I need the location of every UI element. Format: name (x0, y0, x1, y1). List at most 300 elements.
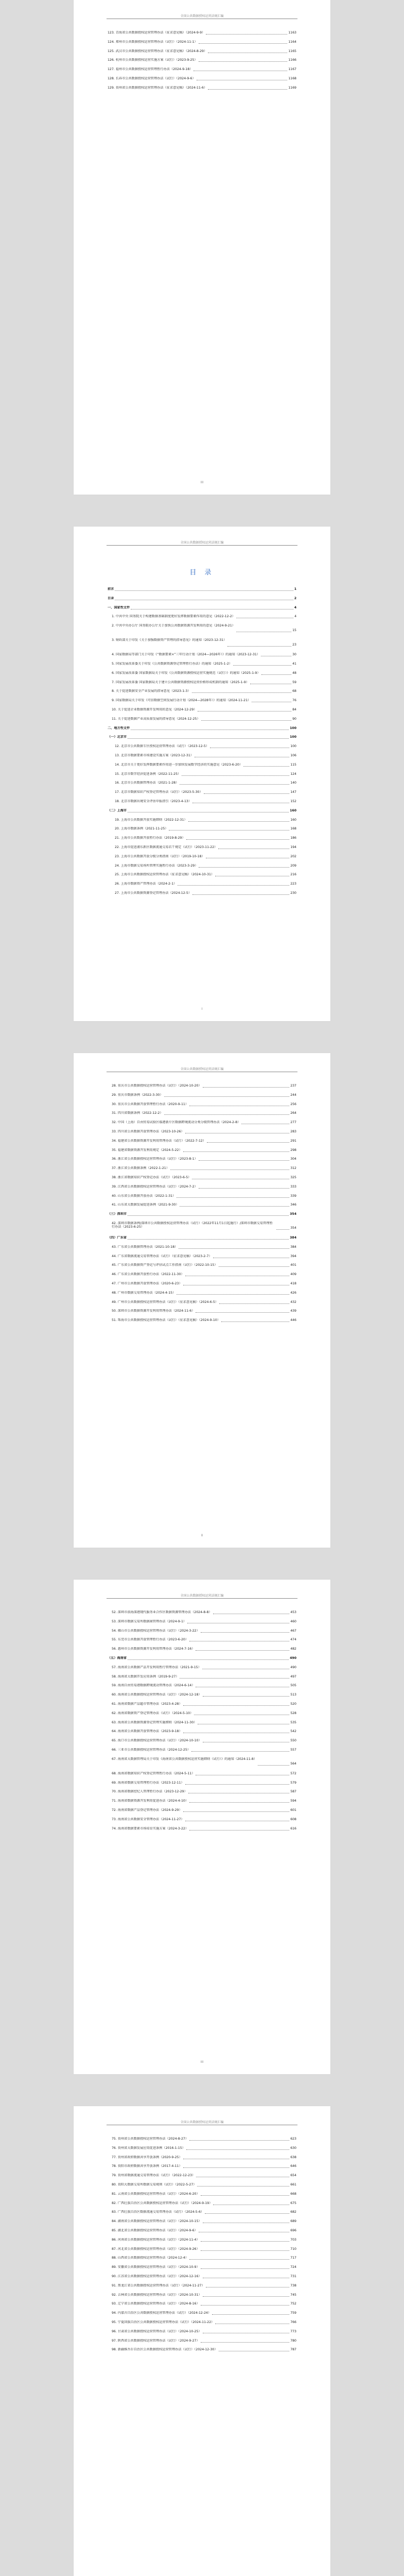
toc-entry[interactable] (108, 2183, 296, 2192)
dot-leader (212, 2311, 289, 2315)
toc-page-number: 160 (290, 808, 296, 812)
dot-leader (201, 2302, 290, 2306)
toc-page-number: 100 (290, 744, 296, 749)
toc-page-number: 550 (290, 1739, 296, 1743)
toc-entry[interactable] (108, 1647, 296, 1656)
toc-page-number: 115 (290, 762, 296, 767)
dot-leader (203, 2330, 290, 2333)
toc-entry[interactable] (108, 606, 296, 615)
toc-entry[interactable] (108, 1222, 296, 1236)
toc-entry[interactable] (108, 1781, 296, 1790)
dot-leader (203, 1739, 290, 1742)
toc-entry[interactable] (108, 717, 296, 726)
dot-leader (241, 1121, 289, 1124)
dot-leader (180, 1675, 289, 1679)
toc-page-number: 291 (290, 1139, 296, 1143)
toc-entry[interactable] (108, 809, 296, 818)
toc-entry[interactable] (108, 77, 296, 86)
toc-entry-title: 39. 江西省公共数据授权运营管理办法（试行）（2024-7-2） (112, 1184, 198, 1189)
toc-entry[interactable] (108, 726, 296, 736)
dot-leader (204, 790, 290, 794)
toc-entry[interactable] (108, 1818, 296, 1827)
toc-entry[interactable] (108, 1684, 296, 1693)
dot-leader (215, 2320, 289, 2324)
toc-entry-title: 73. 海南省公共数据安全管理办法（2024-11-27） (112, 1817, 184, 1821)
toc-entry-title: 69. 海南省数据交易管理暂行办法（2023-12-11） (112, 1781, 184, 1785)
toc-entry[interactable] (108, 1121, 296, 1130)
toc-entry[interactable] (108, 818, 296, 827)
dot-leader (219, 2348, 290, 2351)
toc-entry[interactable] (108, 40, 296, 49)
toc-entry[interactable] (108, 638, 296, 653)
toc-entry-title: 78. 贵阳市政府数据共享开放条例（2017-4-11） (112, 2164, 182, 2168)
toc-page-number: 237 (290, 1084, 296, 1088)
toc-entry-title: 61. 海南省数据产品超市管理办法（2023-4-28） (112, 1702, 182, 1706)
dot-leader (170, 1166, 289, 1170)
toc-entry[interactable] (108, 2330, 296, 2339)
toc-page-number: 460 (290, 1619, 296, 1623)
toc-page-number: 717 (290, 2256, 296, 2260)
toc-page-number: 59 (292, 680, 296, 684)
toc-entry[interactable] (108, 2229, 296, 2238)
toc-entry-title: 82. 广西壮族自治区公共数据授权运营管理办法（试行）（2024-9-19） (112, 2201, 213, 2205)
dot-leader (194, 1711, 289, 1715)
dot-leader (199, 40, 288, 44)
toc-entry[interactable] (108, 1611, 296, 1620)
toc-page-number: 1163 (288, 31, 296, 35)
page-header: 全国公共数据授权运营法规汇编 (180, 1594, 224, 1598)
toc-page-number: 100 (290, 726, 296, 730)
toc-entry[interactable] (108, 615, 296, 624)
dot-leader (164, 1093, 290, 1097)
toc-list (108, 587, 296, 901)
toc-page-number: 48 (292, 671, 296, 675)
dot-leader (180, 781, 289, 785)
toc-entry-title: 42. 深圳市数据条例/深圳市公共数据授权运营管理办法（试行）（2022年11月1日起施行）/深圳市数据交易管理暂行办法（2023-6-25） (112, 1221, 273, 1229)
toc-entry-title: 52. 深圳市前海深港现代服务业合作区数据资源管理办法（2024-8-8） (112, 1611, 212, 1614)
toc-entry[interactable] (108, 1620, 296, 1629)
toc-entry[interactable] (108, 1721, 296, 1730)
toc-page-number: 528 (290, 1711, 296, 1715)
dot-leader (199, 1185, 289, 1189)
toc-entry[interactable] (108, 873, 296, 882)
dot-leader (189, 1799, 289, 1803)
toc-page-number: 124 (290, 772, 296, 776)
dot-leader (197, 77, 288, 80)
header-divider (107, 1598, 297, 1599)
document-page (74, 1580, 330, 2074)
toc-entry[interactable] (108, 1157, 296, 1166)
toc-entry[interactable] (108, 1111, 296, 1121)
toc-entry[interactable] (108, 1103, 296, 1112)
toc-page-number: 140 (290, 781, 296, 785)
toc-page-number: 579 (290, 1781, 296, 1785)
toc-page-number: 453 (290, 1611, 296, 1614)
toc-page-number: 230 (290, 891, 296, 895)
toc-entry-title: 127. 福州市公共数据授权运营管理暂行办法（2024-9-18） (108, 67, 193, 72)
toc-entry[interactable] (108, 587, 296, 597)
toc-page-number: 100 (290, 735, 296, 739)
dot-leader (243, 763, 289, 767)
toc-page-number: 333 (290, 1184, 296, 1189)
dot-leader (183, 1730, 290, 1733)
toc-entry-title: 10. 关于促进企业数据资源开发利用的意见（2024-12-29） (112, 707, 197, 711)
toc-entry[interactable] (108, 662, 296, 671)
toc-entry[interactable] (108, 2210, 296, 2219)
toc-entry-title: 28. 重庆市公共数据授权运营管理办法（试行）（2024-10-20） (112, 1084, 202, 1088)
toc-entry-title: 94. 内蒙古自治区公共数据授权运营管理办法（试行）（2024-12-24） (112, 2311, 212, 2315)
dot-leader (183, 2156, 290, 2159)
toc-entry[interactable] (108, 1084, 296, 1093)
toc-entry[interactable] (108, 1638, 296, 1647)
toc-page-number: 490 (290, 1656, 296, 1660)
toc-entry[interactable] (108, 2311, 296, 2320)
toc-entry-title: 77. 贵州省政府数据共享开放条例（2020-9-25） (112, 2155, 182, 2159)
header-divider (107, 545, 297, 546)
toc-entry[interactable] (108, 2284, 296, 2293)
toc-entry-title: 90. 江苏省公共数据授权运营管理办法（试行）（2024-12-16） (112, 2274, 202, 2278)
toc-entry-title: 71. 海南省数据资源开发利用促进办法（2024-4-10） (112, 1799, 189, 1803)
dot-leader (185, 1130, 290, 1133)
toc-entry-title: 24. 上海市数据交易场所管理实施暂行办法（2023-3-29） (115, 863, 198, 868)
toc-entry[interactable] (108, 1291, 296, 1300)
toc-page-number: 1166 (288, 58, 296, 62)
dot-leader (203, 2275, 290, 2278)
dot-leader (206, 2284, 289, 2287)
toc-page-number: 354 (290, 1212, 296, 1216)
dot-leader (208, 49, 287, 53)
toc-entry[interactable] (108, 1693, 296, 1702)
toc-entry[interactable] (108, 2293, 296, 2302)
toc-entry-title: 65. 海口市公共数据授权运营管理办法（试行）（2024-10-10） (112, 1739, 202, 1743)
toc-entry[interactable] (108, 2238, 296, 2247)
dot-leader (218, 845, 289, 849)
dot-leader (206, 31, 287, 35)
toc-entry[interactable] (108, 1666, 296, 1675)
toc-entry[interactable] (108, 1711, 296, 1721)
dot-leader (236, 615, 293, 618)
toc-page-number: 724 (290, 2265, 296, 2269)
toc-entry[interactable] (108, 689, 296, 699)
dot-leader (198, 708, 291, 711)
toc-entry[interactable] (108, 1245, 296, 1255)
toc-entry-title: 2. 中共中央办公厅 国务院办公厅关于加快公共数据资源开发利用的意见（2024-9-21） (112, 624, 235, 628)
toc-entry[interactable] (108, 855, 296, 864)
toc-entry[interactable] (108, 1236, 296, 1245)
dot-leader (205, 2210, 289, 2214)
toc-page-number: 759 (290, 2311, 296, 2315)
toc-entry[interactable] (108, 1629, 296, 1638)
toc-entry-title: 27. 上海市公共数据资源登记管理办法（2024-12-5） (115, 891, 192, 895)
toc-entry[interactable] (108, 1827, 296, 1836)
page-header: 全国公共数据授权运营法规汇编 (180, 1067, 224, 1071)
toc-entry-title: 55. 东莞市公共数据开放管理暂行办法（2023-6-20） (112, 1638, 189, 1642)
toc-page-number: 283 (290, 1129, 296, 1133)
toc-entry[interactable] (108, 744, 296, 754)
toc-entry[interactable] (108, 781, 296, 790)
toc-entry-title: 15. 北京市数字经济促进条例（2022-11-25） (115, 772, 181, 776)
toc-page-number: 223 (290, 882, 296, 886)
toc-page-number: 2 (294, 596, 296, 600)
toc-entry[interactable] (108, 2256, 296, 2265)
toc-entry[interactable] (108, 1808, 296, 1818)
toc-entry[interactable] (108, 1212, 296, 1222)
toc-entry-title: 43. 广东省公共数据管理办法（2021-10-18） (112, 1245, 178, 1249)
toc-entry-title: 89. 安徽省公共数据授权运营管理办法（试行）（2024-10-9） (112, 2265, 200, 2269)
toc-entry-title: 97. 陕西省公共数据授权运营管理办法（试行）（2024-9-27） (112, 2338, 200, 2343)
dot-leader (261, 671, 292, 675)
toc-entry-title: 70. 海南省数据经纪人管理暂行办法（2023-12-29） (112, 1790, 187, 1794)
toc-page-number: 244 (290, 1093, 296, 1097)
toc-entry[interactable] (108, 1309, 296, 1318)
dot-leader (236, 629, 291, 632)
toc-page-number: 194 (290, 845, 296, 849)
toc-entry[interactable] (108, 86, 296, 95)
dot-leader (250, 681, 291, 684)
dot-leader (131, 726, 289, 730)
toc-entry-title: （三）深圳市 (108, 1212, 127, 1216)
toc-entry[interactable] (108, 1318, 296, 1328)
dot-leader (199, 2229, 289, 2232)
toc-page-number: 76 (292, 699, 296, 703)
document-page (74, 527, 330, 1021)
toc-page-number: 780 (290, 2338, 296, 2343)
toc-entry-title: 18. 北京市数据出境安全评估申报指引（2023-4-13） (115, 799, 192, 803)
toc-entry[interactable] (108, 827, 296, 836)
toc-page-number: 587 (290, 1790, 296, 1794)
toc-entry[interactable] (108, 836, 296, 845)
toc-page-number: 401 (290, 1263, 296, 1267)
toc-entry-title: 84. 湖南省公共数据授权运营管理办法（试行）（2024-10-15） (112, 2219, 202, 2224)
toc-entry[interactable] (108, 1739, 296, 1748)
toc-entry-title: 34. 福建省公共数据资源开发利用管理办法（试行）（2022-7-12） (112, 1139, 206, 1143)
toc-entry[interactable] (108, 597, 296, 606)
toc-entry[interactable] (108, 67, 296, 77)
toc-entry[interactable] (108, 763, 296, 772)
toc-page-number: 731 (290, 2274, 296, 2278)
toc-entry[interactable] (108, 1194, 296, 1204)
dot-leader (185, 1273, 290, 1276)
toc-entry[interactable] (108, 2201, 296, 2211)
toc-entry[interactable] (108, 1282, 296, 1291)
dot-leader (197, 2183, 289, 2187)
dot-leader (128, 809, 289, 812)
toc-entry[interactable] (108, 2348, 296, 2357)
toc-page-number: 186 (290, 836, 296, 840)
toc-entry[interactable] (108, 1139, 296, 1148)
toc-entry-title: （四）广东省 (108, 1235, 127, 1240)
toc-page-number: 418 (290, 1281, 296, 1285)
toc-entry-title: 目录 (108, 596, 114, 600)
toc-page-number: 630 (290, 2146, 296, 2150)
toc-entry[interactable] (108, 882, 296, 891)
toc-entry[interactable] (108, 754, 296, 763)
toc-entry[interactable] (108, 2137, 296, 2146)
toc-entry[interactable] (108, 1176, 296, 1185)
toc-entry[interactable] (108, 708, 296, 717)
toc-page-number: 623 (290, 2137, 296, 2141)
dot-leader (201, 2265, 290, 2269)
toc-entry[interactable] (108, 2320, 296, 2330)
toc-entry[interactable] (108, 1656, 296, 1666)
toc-entry[interactable] (108, 845, 296, 855)
toc-entry[interactable] (108, 49, 296, 59)
dot-leader (196, 1309, 289, 1313)
toc-page-number: 505 (290, 1684, 296, 1688)
toc-entry-title: 62. 海南省数据资产登记管理办法（试行）（2024-5-10） (112, 1711, 194, 1715)
dot-leader (115, 597, 293, 600)
toc-page-number: 745 (290, 2293, 296, 2297)
toc-entry-title: 36. 浙江省公共数据授权运营管理办法（试行）（2023-8-1） (112, 1157, 198, 1161)
toc-entry[interactable] (108, 1263, 296, 1273)
toc-entry-title: 47. 广州市公共数据开放管理办法（2020-6-23） (112, 1281, 182, 1285)
toc-entry-title: 12. 北京市公共数据专区授权运营管理办法（试行）（2023-12-5） (115, 744, 209, 749)
dot-leader (188, 1790, 289, 1793)
dot-leader (219, 1263, 290, 1267)
toc-entry-title: （五）海南省 (108, 1656, 127, 1660)
toc-entry[interactable] (108, 2174, 296, 2183)
toc-page-number: 564 (290, 1761, 296, 1766)
toc-entry-title: 二、地方性文件 (108, 726, 130, 730)
toc-entry-title: 98. 新疆维吾尔自治区公共数据授权运营管理办法（试行）（2024-12-30） (112, 2348, 218, 2352)
dot-leader (201, 717, 292, 721)
dot-leader (215, 873, 289, 876)
toc-page-number: 608 (290, 1817, 296, 1821)
toc-entry[interactable] (108, 2156, 296, 2165)
toc-entry[interactable] (108, 1675, 296, 1684)
page-footer-number: II (201, 1534, 203, 1537)
toc-entry[interactable] (108, 1130, 296, 1139)
dot-leader (202, 1666, 289, 1669)
toc-entry-title: 33. 四川省公共数据开放管理办法（2023-10-26） (112, 1129, 184, 1133)
toc-entry-title: 95. 宁夏回族自治区公共数据授权运营管理办法（试行）（2024-11-22） (112, 2320, 215, 2324)
page-header: 全国公共数据授权运营法规汇编 (180, 541, 224, 545)
toc-entry-title: 50. 深圳市公共数据资源开发利用管理办法（2024-11-6） (112, 1309, 195, 1313)
toc-entry[interactable] (108, 735, 296, 744)
dot-leader (196, 1772, 289, 1775)
toc-entry[interactable] (108, 1757, 296, 1772)
toc-page-number: 298 (290, 1148, 296, 1152)
toc-page-number: 1165 (288, 49, 296, 53)
dot-leader (128, 1236, 289, 1240)
toc-entry-title: 80. 贵阳大数据交易所数据交易规则（试行）（2022-5-27） (112, 2182, 197, 2187)
toc-entry-title: 21. 上海市公共数据开放暂行办法（2019-8-29） (115, 836, 185, 840)
toc-page-number: 787 (290, 2348, 296, 2352)
toc-entry[interactable] (108, 1273, 296, 1282)
toc-entry[interactable] (108, 1790, 296, 1799)
toc-entry[interactable] (108, 58, 296, 67)
toc-entry[interactable] (108, 2219, 296, 2229)
toc-entry[interactable] (108, 1148, 296, 1158)
toc-entry-title: 87. 河北省公共数据授权运营管理办法（试行）（2024-9-26） (112, 2247, 200, 2251)
toc-entry[interactable] (108, 2339, 296, 2348)
dot-leader (192, 689, 292, 693)
toc-page-number: 1164 (288, 40, 296, 44)
toc-entry[interactable] (108, 681, 296, 690)
toc-entry[interactable] (108, 653, 296, 662)
toc-page-number: 661 (290, 2182, 296, 2187)
toc-entry-title: 14. 北京市关于更好发挥数据要素作用进一步加快发展数字经济的实施意见（2023-6-20） (115, 762, 243, 767)
dot-leader (178, 882, 289, 886)
toc-entry[interactable] (108, 1730, 296, 1739)
toc-page-number: 766 (290, 2320, 296, 2324)
dot-leader (195, 754, 289, 757)
toc-entry-title: 83. 广西壮族自治区数据流通交易管理办法（试行）（2024-5-6） (112, 2210, 204, 2214)
dot-leader (201, 2192, 290, 2196)
toc-entry[interactable] (108, 800, 296, 809)
toc-entry-title: 13. 北京市数据要素市场建设实施方案（2023-12-31） (115, 753, 194, 757)
toc-entry-title: 49. 广州市公共数据授权运营管理办法（试行）（征求意见稿）（2024-6-5） (112, 1300, 218, 1304)
toc-entry-title: 44. 广东省数据流通交易管理办法（试行）（征求意见稿）（2023-2-7） (112, 1254, 212, 1258)
toc-entry[interactable] (108, 2146, 296, 2156)
dot-leader (196, 1647, 289, 1651)
toc-page-number: 696 (290, 2228, 296, 2232)
toc-entry[interactable] (108, 1702, 296, 1711)
document-page (74, 0, 330, 495)
toc-entry[interactable] (108, 31, 296, 40)
toc-page-number: 432 (290, 1300, 296, 1304)
toc-page-number: 654 (290, 2174, 296, 2178)
toc-entry[interactable] (108, 1300, 296, 1310)
toc-entry-title: 63. 海南省公共数据资源登记管理实施细则（2024-11-30） (112, 1720, 197, 1724)
toc-entry-title: 58. 海南省大数据开发应用条例（2019-9-27） (112, 1674, 179, 1679)
toc-entry[interactable] (108, 2192, 296, 2201)
toc-page-number: 689 (290, 2219, 296, 2224)
dot-leader (201, 2339, 290, 2343)
dot-leader (183, 1282, 290, 1285)
toc-page-number: 312 (290, 1166, 296, 1171)
toc-entry[interactable] (108, 1093, 296, 1103)
toc-entry-title: 54. 佛山市公共数据授权运营管理办法（试行）（2024-3-22） (112, 1629, 200, 1633)
toc-entry[interactable] (108, 2164, 296, 2174)
toc-entry[interactable] (108, 624, 296, 638)
toc-entry[interactable] (108, 1166, 296, 1176)
dot-leader (221, 1318, 289, 1322)
dot-leader (203, 1693, 290, 1697)
toc-entry[interactable] (108, 1799, 296, 1808)
toc-entry[interactable] (108, 790, 296, 800)
toc-entry[interactable] (108, 891, 296, 901)
toc-entry[interactable] (108, 2275, 296, 2284)
toc-entry-title: 88. 山西省公共数据授权运营管理办法（2024-12-4） (112, 2256, 189, 2260)
toc-entry[interactable] (108, 1748, 296, 1757)
toc-entry[interactable] (108, 2302, 296, 2311)
toc-entry[interactable] (108, 2247, 296, 2257)
toc-entry[interactable] (108, 1255, 296, 1264)
toc-entry[interactable] (108, 864, 296, 873)
toc-entry-title: 41. 山东省大数据发展促进条例（2021-9-30） (112, 1203, 179, 1207)
toc-entry-title: 22. 上海市促进浦东新区数据流通交易若干规定（试行）（2023-11-22） (115, 845, 218, 849)
toc-entry-title: 57. 海南省公共数据产品开发利用暂行管理办法（2021-9-15） (112, 1665, 201, 1669)
dot-leader (189, 1827, 289, 1831)
toc-entry-title: 25. 上海市公共数据授权运营管理办法（征求意见稿）（2024-10-31） (115, 873, 215, 877)
toc-entry[interactable] (108, 1203, 296, 1212)
toc-entry-title: 1. 中共中央 国务院关于构建数据基础制度更好发挥数据要素作用的意见（2022-12-2） (112, 615, 235, 619)
toc-page-number: 594 (290, 1799, 296, 1803)
toc-entry[interactable] (108, 699, 296, 708)
toc-entry[interactable] (108, 1185, 296, 1194)
toc-page-number: 147 (290, 790, 296, 794)
toc-entry-title: 96. 甘肃省公共数据授权运营管理办法（试行）（2024-10-25） (112, 2329, 202, 2333)
toc-entry[interactable] (108, 1772, 296, 1781)
toc-entry[interactable] (108, 772, 296, 782)
toc-page-number: 256 (290, 1102, 296, 1106)
toc-page-number: 354 (290, 1226, 296, 1230)
toc-entry[interactable] (108, 2265, 296, 2275)
toc-entry-title: 75. 贵州省公共数据授权运营管理办法（2024-8-27） (112, 2137, 189, 2141)
dot-leader (185, 1781, 290, 1785)
toc-entry[interactable] (108, 671, 296, 681)
